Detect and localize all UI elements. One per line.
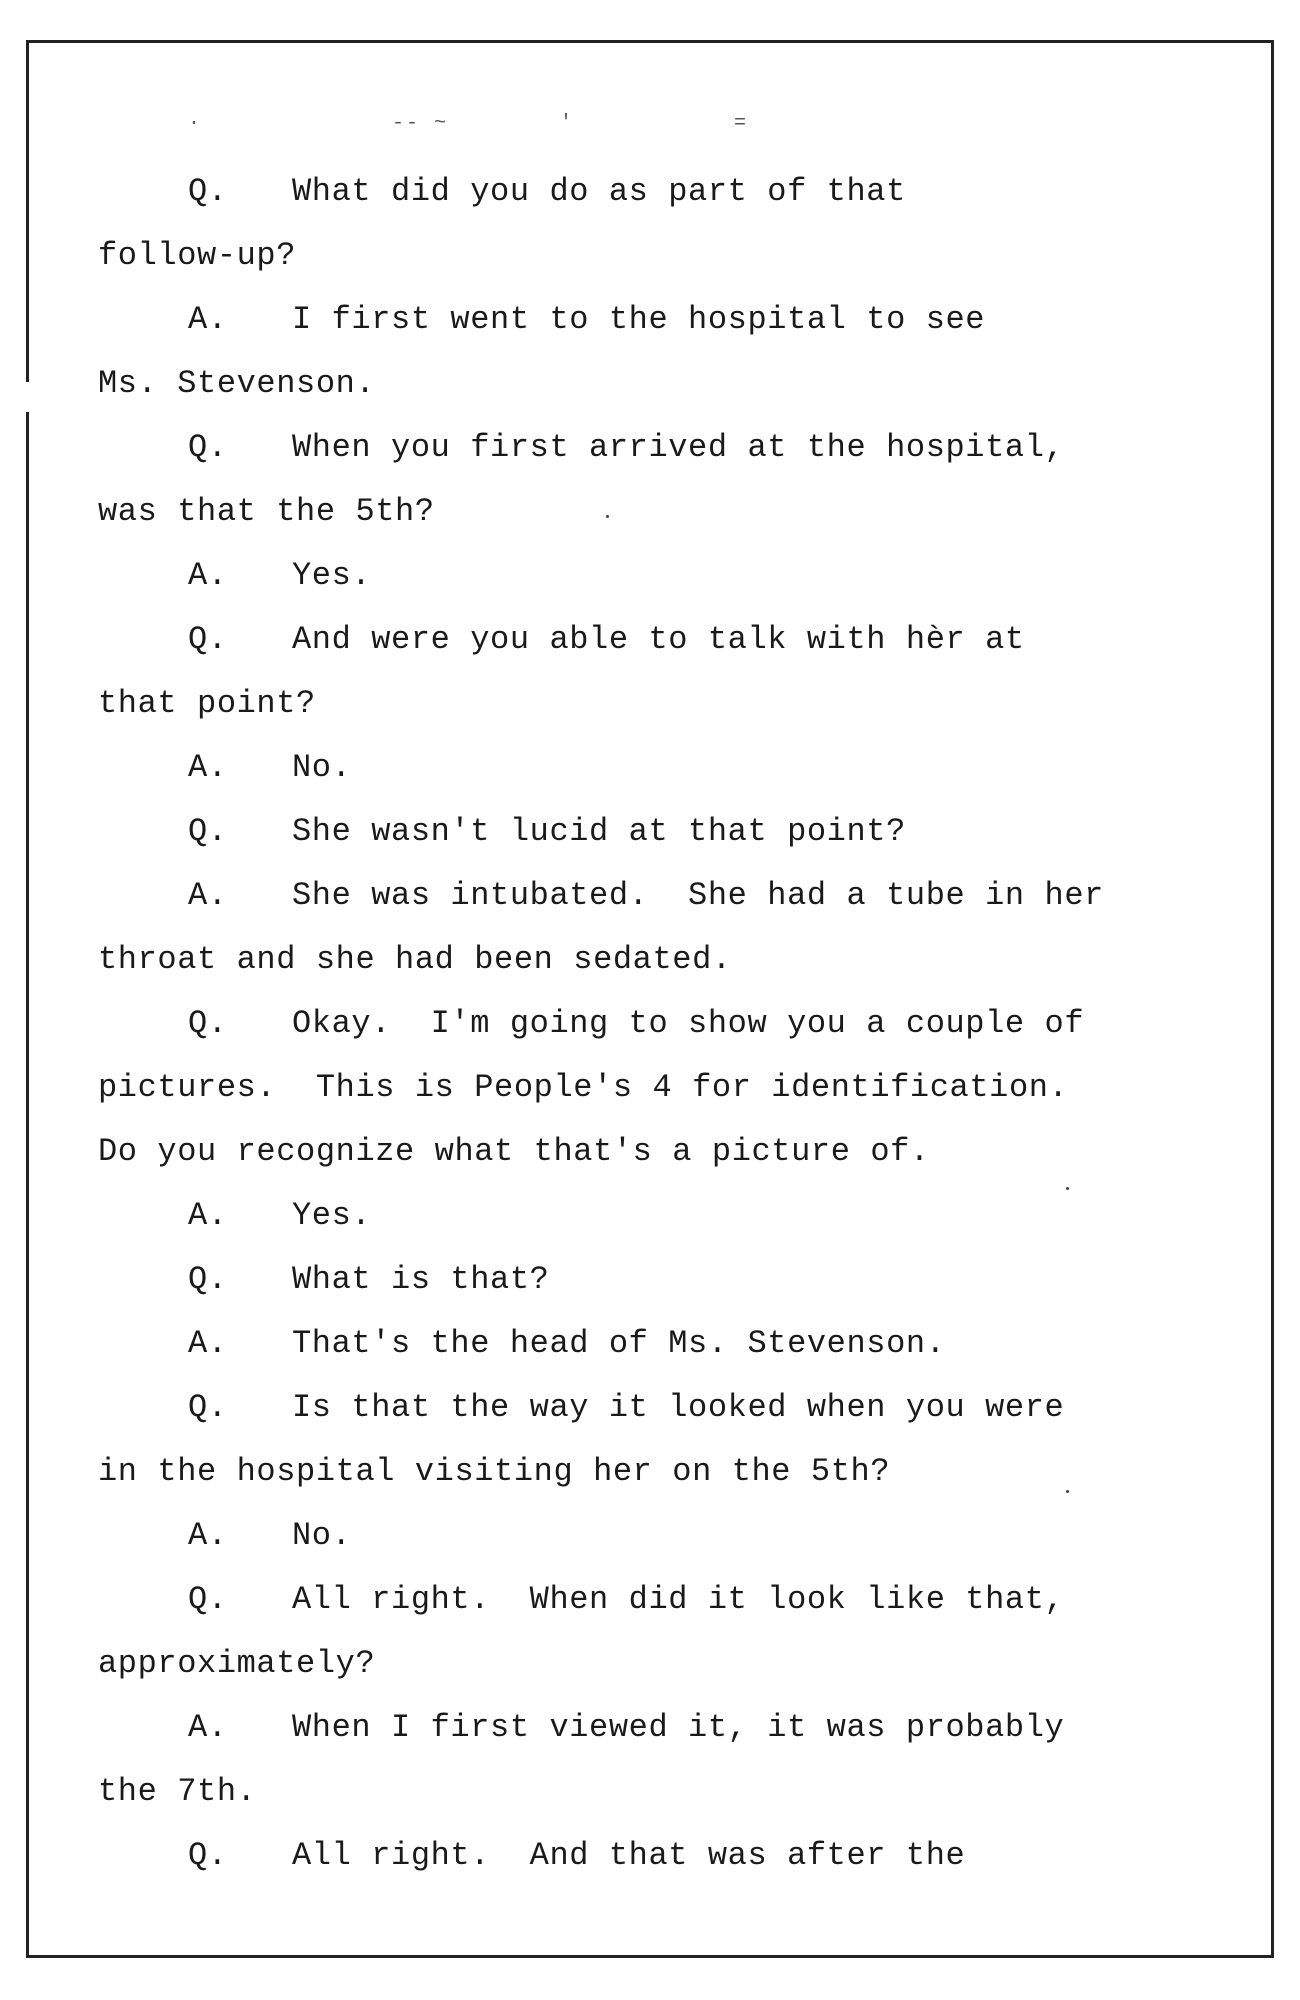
line-text: No. bbox=[292, 1517, 352, 1554]
speaker-label: A. bbox=[188, 1709, 228, 1746]
speaker-label: Q. bbox=[188, 429, 228, 466]
transcript-line bbox=[98, 864, 1258, 928]
line-text: What did you do as part of that bbox=[292, 173, 906, 210]
scan-artifact-mark: · bbox=[188, 112, 203, 135]
transcript-line bbox=[98, 992, 1258, 1056]
line-text: I first went to the hospital to see bbox=[292, 301, 986, 338]
speaker-label: A. bbox=[188, 557, 228, 594]
transcript-line bbox=[98, 544, 1258, 608]
transcript-line bbox=[98, 480, 1258, 544]
speaker-label: Q. bbox=[188, 173, 228, 210]
line-text: She was intubated. She had a tube in her bbox=[292, 877, 1104, 914]
line-text: When I first viewed it, it was probably bbox=[292, 1709, 1065, 1746]
transcript-line bbox=[98, 416, 1258, 480]
line-text: When you first arrived at the hospital, bbox=[292, 429, 1065, 466]
speaker-label: A. bbox=[188, 1197, 228, 1234]
transcript-body bbox=[98, 160, 1258, 1888]
line-text: And were you able to talk with hèr at bbox=[292, 621, 1025, 658]
line-text: Is that the way it looked when you were bbox=[292, 1389, 1065, 1426]
line-text: All right. And that was after the bbox=[292, 1837, 966, 1874]
speaker-label: A. bbox=[188, 301, 228, 338]
transcript-line bbox=[98, 1120, 1258, 1184]
line-text: That's the head of Ms. Stevenson. bbox=[292, 1325, 946, 1362]
transcript-line bbox=[98, 1376, 1258, 1440]
speaker-label: Q. bbox=[188, 1837, 228, 1874]
speaker-label: Q. bbox=[188, 1389, 228, 1426]
transcript-line bbox=[98, 672, 1258, 736]
transcript-line bbox=[98, 928, 1258, 992]
speaker-label: A. bbox=[188, 877, 228, 914]
transcript-line bbox=[98, 800, 1258, 864]
transcript-line bbox=[98, 224, 1258, 288]
transcript-line bbox=[98, 1632, 1258, 1696]
transcript-line bbox=[98, 160, 1258, 224]
transcript-line bbox=[98, 1440, 1258, 1504]
transcript-line bbox=[98, 1184, 1258, 1248]
transcript-line bbox=[98, 1248, 1258, 1312]
speaker-label: A. bbox=[188, 1517, 228, 1554]
line-text: pictures. This is People's 4 for identification. bbox=[98, 1069, 1069, 1106]
line-text: follow-up? bbox=[98, 237, 297, 274]
line-text: that point? bbox=[98, 685, 316, 722]
speaker-label: Q. bbox=[188, 621, 228, 658]
line-text: was that the 5th? bbox=[98, 493, 435, 530]
line-text: Yes. bbox=[292, 1197, 372, 1234]
transcript-line bbox=[98, 288, 1258, 352]
line-text: in the hospital visiting her on the 5th? bbox=[98, 1453, 891, 1490]
speaker-label: Q. bbox=[188, 813, 228, 850]
transcript-line bbox=[98, 608, 1258, 672]
line-text: throat and she had been sedated. bbox=[98, 941, 732, 978]
line-text: the 7th. bbox=[98, 1773, 257, 1810]
line-text: Yes. bbox=[292, 557, 372, 594]
transcript-line bbox=[98, 736, 1258, 800]
line-text: approximately? bbox=[98, 1645, 376, 1682]
speaker-label: A. bbox=[188, 1325, 228, 1362]
transcript-line bbox=[98, 1696, 1258, 1760]
line-text: She wasn't lucid at that point? bbox=[292, 813, 906, 850]
transcript-line bbox=[98, 1760, 1258, 1824]
scan-artifact-mark: = bbox=[734, 112, 749, 135]
speaker-label: Q. bbox=[188, 1261, 228, 1298]
speaker-label: A. bbox=[188, 749, 228, 786]
transcript-line bbox=[98, 1056, 1258, 1120]
scan-artifact-mark: -- ~ bbox=[392, 112, 449, 135]
transcript-line bbox=[98, 1824, 1258, 1888]
line-text: Ms. Stevenson. bbox=[98, 365, 376, 402]
line-text: Do you recognize what that's a picture of. bbox=[98, 1133, 930, 1170]
transcript-line bbox=[98, 1504, 1258, 1568]
line-text: What is that? bbox=[292, 1261, 550, 1298]
transcript-line bbox=[98, 1568, 1258, 1632]
transcript-line bbox=[98, 352, 1258, 416]
speaker-label: Q. bbox=[188, 1581, 228, 1618]
line-text: Okay. I'm going to show you a couple of bbox=[292, 1005, 1085, 1042]
scan-border-gap bbox=[23, 382, 32, 412]
line-text: All right. When did it look like that, bbox=[292, 1581, 1065, 1618]
speaker-label: Q. bbox=[188, 1005, 228, 1042]
transcript-line bbox=[98, 1312, 1258, 1376]
scan-artifact-mark: ' bbox=[560, 112, 575, 135]
line-text: No. bbox=[292, 749, 352, 786]
